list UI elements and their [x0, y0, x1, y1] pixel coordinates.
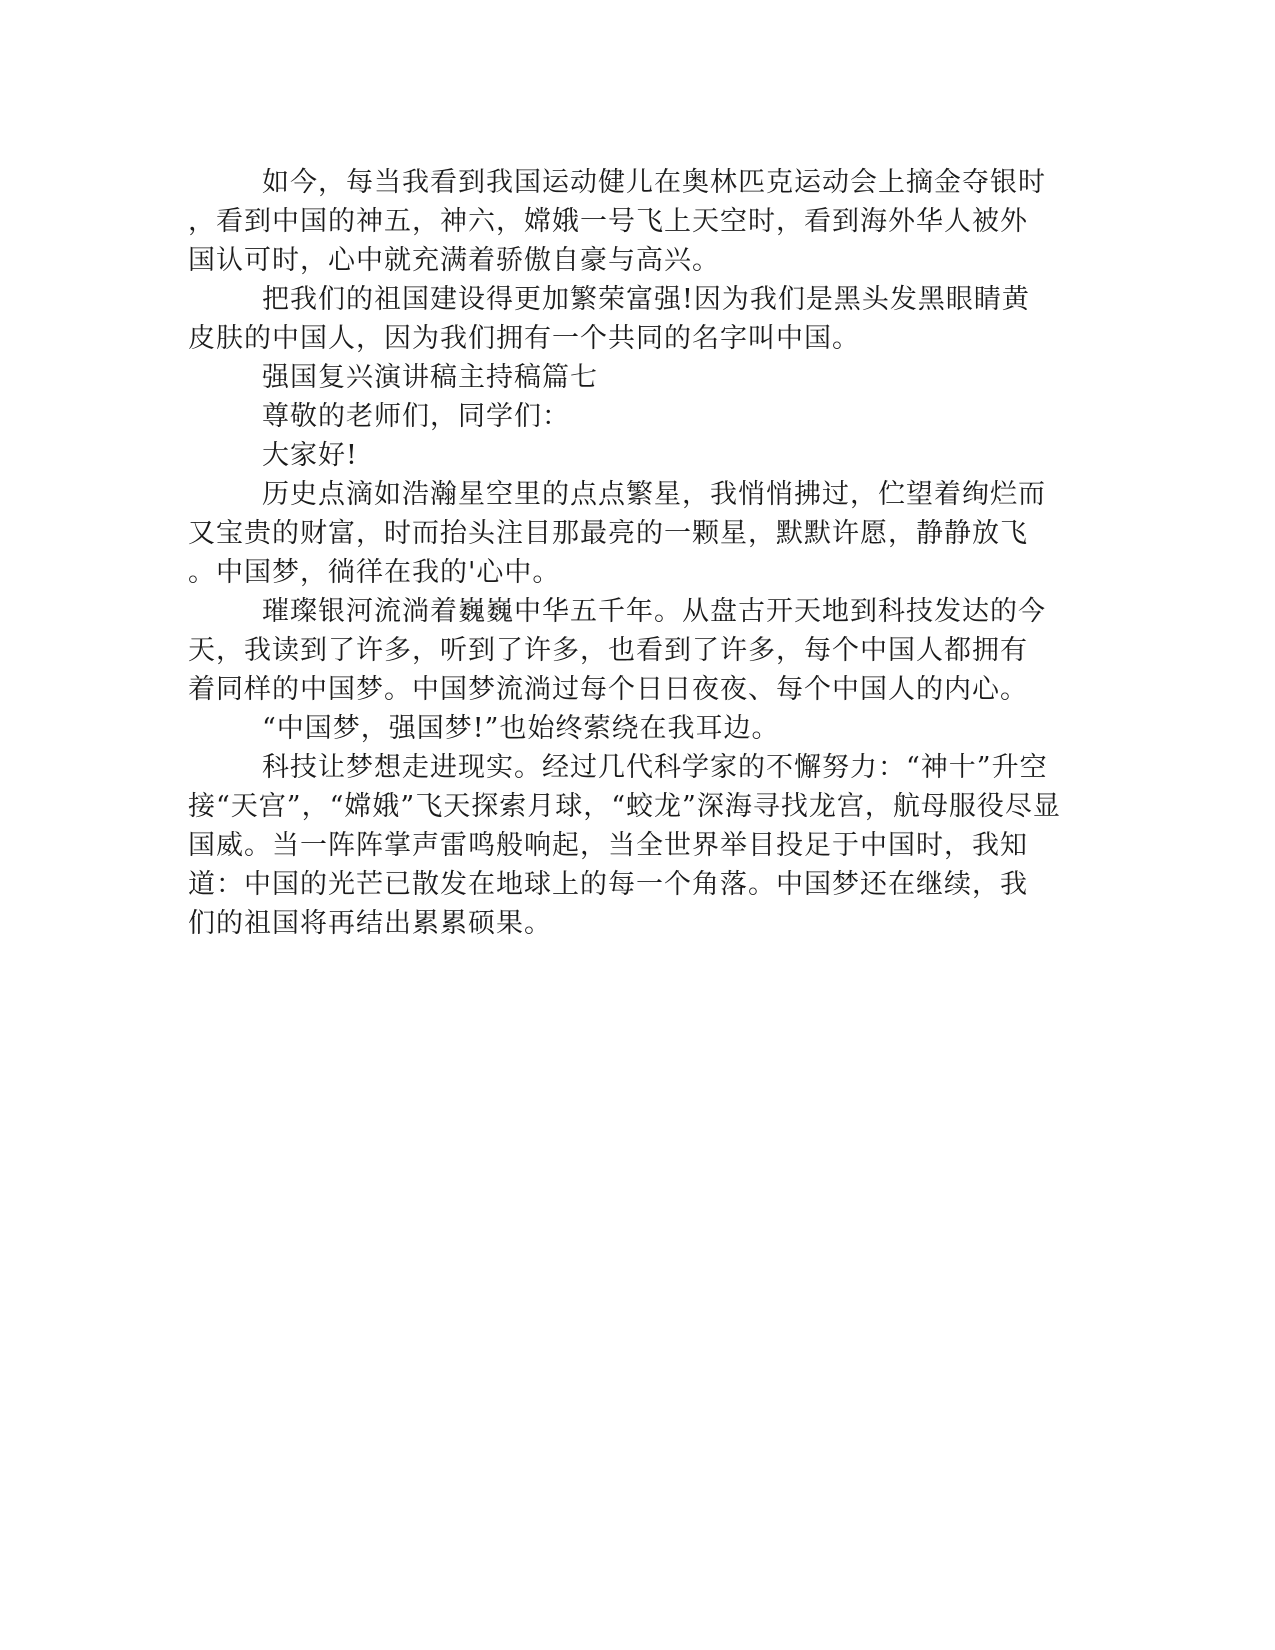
paragraph — [188, 472, 1068, 589]
text-line: ，看到中国的神五，神六，嫦娥一号飞上天空时，看到海外华人被外 — [188, 206, 1028, 237]
text-line: 们的祖国将再结出累累硕果。 — [188, 908, 552, 939]
text-line: 国威。当一阵阵掌声雷鸣般响起，当全世界举目投足于中国时，我知 — [188, 830, 1028, 861]
text-line: 历史点滴如浩瀚星空里的点点繁星，我悄悄拂过，伫望着绚烂而 — [262, 479, 1046, 510]
text-line: 着同样的中国梦。中国梦流淌过每个日日夜夜、每个中国人的内心。 — [188, 674, 1028, 705]
text-line: 又宝贵的财富，时而抬头注目那最亮的一颗星，默默许愿，静静放飞 — [188, 518, 1028, 549]
text-line: 尊敬的老师们，同学们： — [262, 401, 570, 432]
text-line: 大家好! — [262, 440, 358, 471]
text-line: 道：中国的光芒已散发在地球上的每一个角落。中国梦还在继续，我 — [188, 869, 1028, 900]
salutation — [188, 394, 1068, 433]
text-line: 国认可时，心中就充满着骄傲自豪与高兴。 — [188, 245, 720, 276]
section-heading — [188, 355, 1068, 394]
document-body — [188, 160, 1068, 940]
text-line: 科技让梦想走进现实。经过几代科学家的不懈努力：“神十”升空 — [262, 752, 1048, 783]
text-line: 天，我读到了许多，听到了许多，也看到了许多，每个中国人都拥有 — [188, 635, 1028, 666]
text-line: 接“天宫”，“嫦娥”飞天探索月球，“蛟龙”深海寻找龙宫，航母服役尽显 — [188, 791, 1061, 822]
text-line: “中国梦，强国梦!”也始终萦绕在我耳边。 — [262, 713, 780, 744]
paragraph — [188, 745, 1068, 940]
paragraph — [188, 589, 1068, 706]
text-line: 皮肤的中国人，因为我们拥有一个共同的名字叫中国。 — [188, 323, 860, 354]
paragraph — [188, 706, 1068, 745]
text-line: 璀璨银河流淌着巍巍中华五千年。从盘古开天地到科技发达的今 — [262, 596, 1046, 627]
paragraph — [188, 160, 1068, 277]
heading-text: 强国复兴演讲稿主持稿篇七 — [262, 362, 598, 393]
text-line: 把我们的祖国建设得更加繁荣富强!因为我们是黑头发黑眼睛黄 — [262, 284, 1030, 315]
paragraph — [188, 277, 1068, 355]
text-line: 如今，每当我看到我国运动健儿在奥林匹克运动会上摘金夺银时 — [262, 167, 1046, 198]
text-line: 。中国梦，徜徉在我的'心中。 — [188, 557, 561, 588]
greeting — [188, 433, 1068, 472]
